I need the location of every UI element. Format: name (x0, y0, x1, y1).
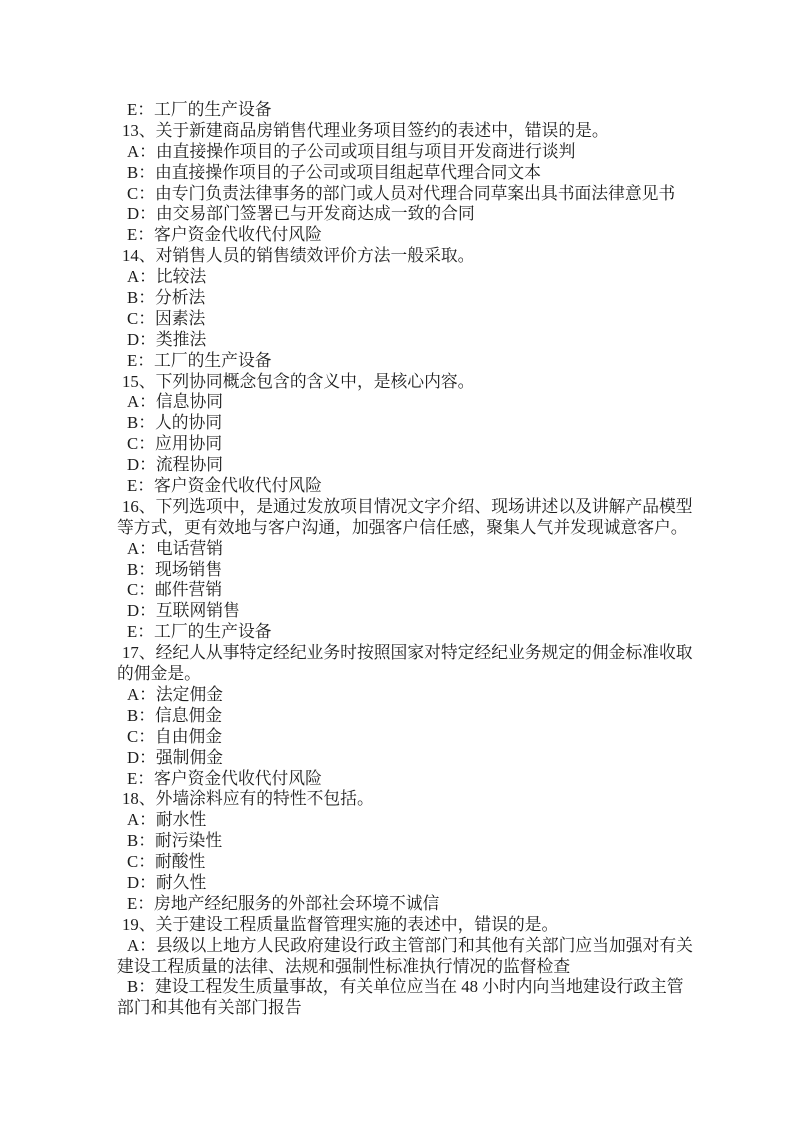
text-line: 18、外墙涂料应有的特性不包括。 (122, 789, 374, 809)
text-line: C：耐酸性 (127, 852, 206, 872)
text-line: 13、关于新建商品房销售代理业务项目签约的表述中，错误的是。 (122, 120, 609, 140)
text-line: C：应用协同 (127, 434, 223, 454)
text-line: 的佣金是。 (117, 664, 201, 684)
text-line: E：客户资金代收代付风险 (127, 768, 322, 788)
text-line: 17、经纪人从事特定经纪业务时按照国家对特定经纪业务规定的佣金标准收取 (122, 643, 693, 663)
text-line: C：由专门负责法律事务的部门或人员对代理合同草案出具书面法律意见书 (127, 183, 676, 203)
text-line: C：自由佣金 (127, 726, 223, 746)
text-line: E：房地产经纪服务的外部社会环境不诚信 (127, 893, 440, 913)
text-line: A：电话营销 (127, 538, 224, 558)
text-line: E：客户资金代收代付风险 (127, 225, 322, 245)
text-line: E：工厂的生产设备 (127, 350, 272, 370)
text-line: 19、关于建设工程质量监督管理实施的表述中，错误的是。 (122, 914, 559, 934)
text-line: 等方式，更有效地与客户沟通，加强客户信任感，聚集人气并发现诚意客户。 (117, 517, 688, 537)
text-line: B：建设工程发生质量事故，有关单位应当在 48 小时内向当地建设行政主管 (127, 977, 684, 997)
text-line: 建设工程质量的法律、法规和强制性标准执行情况的监督检查 (117, 956, 571, 976)
text-line: C：邮件营销 (127, 580, 223, 600)
text-line: 部门和其他有关部门报告 (117, 998, 302, 1018)
text-line: D：耐久性 (127, 872, 207, 892)
text-line: E：客户资金代收代付风险 (127, 476, 322, 496)
text-line: B：耐污染性 (127, 831, 223, 851)
text-line: 15、下列协同概念包含的含义中，是核心内容。 (122, 371, 475, 391)
text-line: E：工厂的生产设备 (127, 622, 272, 642)
text-line: B：人的协同 (127, 413, 223, 433)
text-line: B：现场销售 (127, 559, 223, 579)
text-line: A：耐水性 (127, 810, 207, 830)
text-line: 16、下列选项中，是通过发放项目情况文字介绍、现场讲述以及讲解产品模型 (122, 496, 693, 516)
text-line: D：流程协同 (127, 455, 224, 475)
text-line: 14、对销售人员的销售绩效评价方法一般采取。 (122, 246, 475, 266)
text-line: D：类推法 (127, 329, 207, 349)
text-line: A：信息协同 (127, 392, 224, 412)
text-line: D：强制佣金 (127, 747, 224, 767)
text-line: A：由直接操作项目的子公司或项目组与项目开发商进行谈判 (127, 141, 576, 161)
text-line: A：比较法 (127, 267, 207, 287)
text-line: B：分析法 (127, 288, 206, 308)
text-line: D：由交易部门签署已与开发商达成一致的合同 (127, 204, 475, 224)
text-line: D：互联网销售 (127, 601, 240, 621)
text-line: E：工厂的生产设备 (127, 100, 272, 119)
text-line: C：因素法 (127, 308, 206, 328)
exam-text-block (0, 100, 800, 1019)
text-line: A：县级以上地方人民政府建设行政主管部门和其他有关部门应当加强对有关 (127, 935, 693, 955)
text-line: B：信息佣金 (127, 705, 223, 725)
text-line: A：法定佣金 (127, 684, 224, 704)
text-line: B：由直接操作项目的子公司或项目组起草代理合同文本 (127, 162, 541, 182)
